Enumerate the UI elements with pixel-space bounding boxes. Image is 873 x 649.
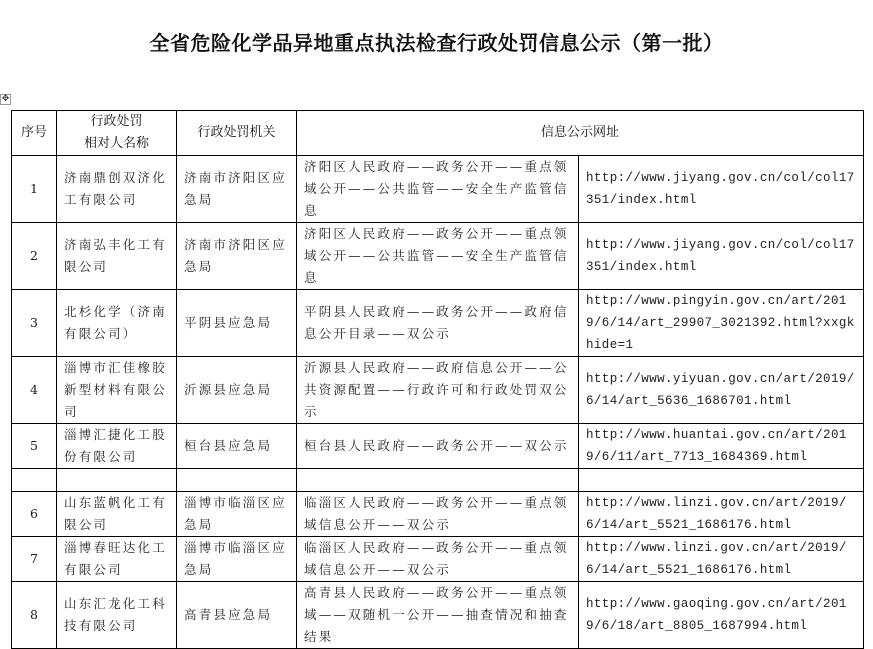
cell-penalty-agency: 淄博市临淄区应急局: [177, 492, 297, 537]
cell-penalty-agency: 桓台县应急局: [177, 424, 297, 469]
cell-navigation-path: 济阳区人民政府——政务公开——重点领域公开——公共监管——安全生产监管信息: [297, 156, 579, 223]
cell-penalized-party: 淄博春旺达化工有限公司: [57, 537, 177, 582]
cell-info-url[interactable]: http://www.huantai.gov.cn/art/2019/6/11/art_7713_1684369.html: [579, 424, 864, 469]
cell-penalized-party: 山东汇龙化工科技有限公司: [57, 582, 177, 649]
table-move-handle-icon[interactable]: ✥: [1, 94, 10, 104]
cell-info-url[interactable]: http://www.jiyang.gov.cn/col/col17351/index.html: [579, 223, 864, 290]
table-row: [12, 290, 864, 357]
cell-penalized-party: 淄博汇捷化工股份有限公司: [57, 424, 177, 469]
header-penalized-party: [57, 111, 177, 156]
cell-penalty-agency: 淄博市临淄区应急局: [177, 537, 297, 582]
cell-serial-number: 1: [12, 156, 57, 223]
table-header-row: [12, 111, 864, 156]
cell-navigation-path: 济阳区人民政府——政务公开——重点领域公开——公共监管——安全生产监管信息: [297, 223, 579, 290]
cell-serial-number: 4: [12, 357, 57, 424]
cell-penalty-agency: 济南市济阳区应急局: [177, 223, 297, 290]
cell-penalized-party: 济南弘丰化工有限公司: [57, 223, 177, 290]
cell-serial-number: [12, 469, 57, 492]
cell-navigation-path: 高青县人民政府——政务公开——重点领域——双随机一公开——抽查情况和抽查结果: [297, 582, 579, 649]
cell-navigation-path: 桓台县人民政府——政务公开——双公示: [297, 424, 579, 469]
cell-info-url: [579, 469, 864, 492]
table-row: [12, 582, 864, 649]
header-penalized-party-line1: 行政处罚: [90, 114, 143, 129]
table-row-blank: [12, 469, 864, 492]
header-serial-number: 序号: [12, 111, 57, 156]
document-title: 全省危险化学品异地重点执法检查行政处罚信息公示（第一批）: [149, 31, 724, 55]
cell-serial-number: 6: [12, 492, 57, 537]
cell-penalty-agency: 济南市济阳区应急局: [177, 156, 297, 223]
header-penalty-agency: 行政处罚机关: [177, 111, 297, 156]
cell-info-url[interactable]: http://www.jiyang.gov.cn/col/col17351/index.html: [579, 156, 864, 223]
header-penalized-party-line2: 相对人名称: [83, 136, 149, 151]
table-row: [12, 156, 864, 223]
cell-penalty-agency: 沂源县应急局: [177, 357, 297, 424]
cell-serial-number: 2: [12, 223, 57, 290]
cell-penalized-party: [57, 469, 177, 492]
cell-navigation-path: [297, 469, 579, 492]
cell-navigation-path: 平阴县人民政府——政务公开——政府信息公开目录——双公示: [297, 290, 579, 357]
cell-penalty-agency: 平阴县应急局: [177, 290, 297, 357]
table-row: [12, 537, 864, 582]
cell-info-url[interactable]: http://www.linzi.gov.cn/art/2019/6/14/art_5521_1686176.html: [579, 492, 864, 537]
cell-penalized-party: 北杉化学（济南有限公司）: [57, 290, 177, 357]
cell-serial-number: 3: [12, 290, 57, 357]
cell-navigation-path: 临淄区人民政府——政务公开——重点领域信息公开——双公示: [297, 492, 579, 537]
cell-serial-number: 8: [12, 582, 57, 649]
cell-penalized-party: 淄博市汇佳橡胶新型材料有限公司: [57, 357, 177, 424]
cell-info-url[interactable]: http://www.yiyuan.gov.cn/art/2019/6/14/art_5636_1686701.html: [579, 357, 864, 424]
cell-penalized-party: 济南鼎创双济化工有限公司: [57, 156, 177, 223]
cell-info-url[interactable]: http://www.pingyin.gov.cn/art/2019/6/14/art_29907_3021392.html?xxgkhide=1: [579, 290, 864, 357]
header-info-url: 信息公示网址: [297, 111, 864, 156]
cell-penalty-agency: 高青县应急局: [177, 582, 297, 649]
cell-penalty-agency: [177, 469, 297, 492]
cell-navigation-path: 临淄区人民政府——政务公开——重点领域信息公开——双公示: [297, 537, 579, 582]
cell-penalized-party: 山东蓝帆化工有限公司: [57, 492, 177, 537]
cell-serial-number: 5: [12, 424, 57, 469]
table-row: [12, 492, 864, 537]
penalty-info-table: [11, 110, 864, 649]
table-row: [12, 223, 864, 290]
table-row: [12, 357, 864, 424]
cell-info-url[interactable]: http://www.gaoqing.gov.cn/art/2019/6/18/art_8805_1687994.html: [579, 582, 864, 649]
table-row: [12, 424, 864, 469]
cell-serial-number: 7: [12, 537, 57, 582]
cell-info-url[interactable]: http://www.linzi.gov.cn/art/2019/6/14/art_5521_1686176.html: [579, 537, 864, 582]
cell-navigation-path: 沂源县人民政府——政府信息公开——公共资源配置——行政许可和行政处罚双公示: [297, 357, 579, 424]
